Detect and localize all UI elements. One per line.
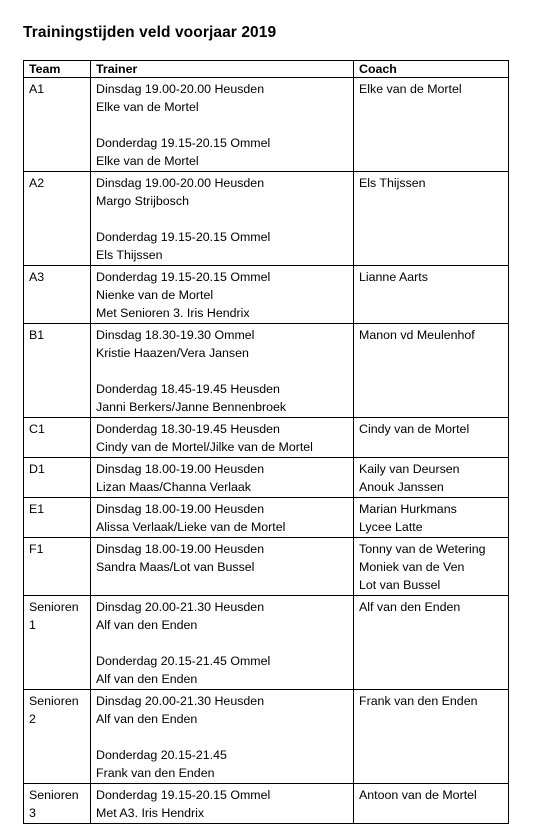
trainer-cell-line <box>96 634 349 652</box>
table-row <box>24 324 509 418</box>
table-row <box>24 418 509 458</box>
trainer-cell-line: Donderdag 19.15-20.15 Ommel <box>96 136 271 150</box>
header-trainer: Trainer <box>91 61 354 78</box>
trainer-cell-line <box>96 728 349 746</box>
trainer-cell-line: Dinsdag 18.00-19.00 Heusden <box>96 502 265 516</box>
trainer-cell <box>91 458 354 498</box>
coach-cell-line: Kaily van Deursen <box>359 462 460 476</box>
team-cell-line: Senioren <box>29 788 79 802</box>
coach-cell <box>354 324 509 418</box>
trainer-cell <box>91 538 354 596</box>
table-header-row <box>24 61 509 78</box>
table-row <box>24 266 509 324</box>
trainer-cell <box>91 266 354 324</box>
team-cell-line: E1 <box>29 502 45 516</box>
team-cell-line: 3 <box>29 806 36 820</box>
trainer-cell-line: Donderdag 20.15-21.45 <box>96 748 227 762</box>
trainer-cell-line: Janni Berkers/Janne Bennenbroek <box>96 400 287 414</box>
trainer-cell-line: Donderdag 19.15-20.15 Ommel <box>96 270 271 284</box>
coach-cell <box>354 538 509 596</box>
page-title: Trainingstijden veld voorjaar 2019 <box>23 24 277 41</box>
trainer-cell-line: Met A3. Iris Hendrix <box>96 806 205 820</box>
trainer-cell-line: Dinsdag 18.00-19.00 Heusden <box>96 462 265 476</box>
team-cell-line: 1 <box>29 618 36 632</box>
team-cell <box>24 172 91 266</box>
trainer-cell-line: Margo Strijbosch <box>96 194 189 208</box>
coach-cell-line: Marian Hurkmans <box>359 502 457 516</box>
table-row <box>24 784 509 824</box>
trainer-cell-line: Els Thijssen <box>96 248 163 262</box>
coach-cell-line: Els Thijssen <box>359 176 426 190</box>
trainer-cell-line: Elke van de Mortel <box>96 154 199 168</box>
table-row <box>24 78 509 172</box>
coach-cell-line: Lianne Aarts <box>359 270 428 284</box>
trainer-cell-line <box>96 116 349 134</box>
trainer-cell-line: Dinsdag 20.00-21.30 Heusden <box>96 694 265 708</box>
trainer-cell-line: Met Senioren 3. Iris Hendrix <box>96 306 250 320</box>
team-cell <box>24 266 91 324</box>
team-cell <box>24 418 91 458</box>
trainer-cell-line: Alf van den Enden <box>96 672 198 686</box>
trainer-cell <box>91 78 354 172</box>
trainer-cell-line: Dinsdag 19.00-20.00 Heusden <box>96 82 265 96</box>
team-cell-line: Senioren <box>29 694 79 708</box>
trainer-cell-line: Frank van den Enden <box>96 766 215 780</box>
coach-cell <box>354 418 509 458</box>
table-row <box>24 458 509 498</box>
team-cell <box>24 498 91 538</box>
table-row <box>24 498 509 538</box>
table-row <box>24 690 509 784</box>
coach-cell <box>354 458 509 498</box>
team-cell <box>24 458 91 498</box>
team-cell-line: A1 <box>29 82 45 96</box>
coach-cell-line: Lot van Bussel <box>359 578 441 592</box>
trainer-cell-line: Donderdag 18.30-19.45 Heusden <box>96 422 280 436</box>
trainer-cell-line: Dinsdag 20.00-21.30 Heusden <box>96 600 265 614</box>
coach-cell <box>354 596 509 690</box>
coach-cell-line: Cindy van de Mortel <box>359 422 470 436</box>
trainer-cell-line: Donderdag 19.15-20.15 Ommel <box>96 788 271 802</box>
trainer-cell <box>91 418 354 458</box>
team-cell-line: A2 <box>29 176 45 190</box>
table-row <box>24 538 509 596</box>
trainer-cell-line: Alissa Verlaak/Lieke van de Mortel <box>96 520 286 534</box>
trainer-cell-line: Nienke van de Mortel <box>96 288 214 302</box>
trainer-cell-line: Donderdag 18.45-19.45 Heusden <box>96 382 280 396</box>
coach-cell <box>354 690 509 784</box>
team-cell <box>24 78 91 172</box>
trainer-cell <box>91 690 354 784</box>
trainer-cell-line: Kristie Haazen/Vera Jansen <box>96 346 249 360</box>
team-cell-line: D1 <box>29 462 45 476</box>
coach-cell <box>354 266 509 324</box>
coach-cell-line: Frank van den Enden <box>359 694 478 708</box>
trainer-cell-line <box>96 362 349 380</box>
team-cell <box>24 690 91 784</box>
trainer-cell <box>91 498 354 538</box>
coach-cell <box>354 78 509 172</box>
trainer-cell <box>91 172 354 266</box>
table-row <box>24 172 509 266</box>
coach-cell-line: Moniek van de Ven <box>359 560 465 574</box>
team-cell-line: Senioren <box>29 600 79 614</box>
coach-cell <box>354 784 509 824</box>
table-row <box>24 596 509 690</box>
trainer-cell-line <box>96 210 349 228</box>
training-schedule-table <box>23 60 509 824</box>
trainer-cell <box>91 784 354 824</box>
trainer-cell-line: Dinsdag 18.00-19.00 Heusden <box>96 542 265 556</box>
coach-cell-line: Tonny van de Wetering <box>359 542 486 556</box>
trainer-cell-line: Donderdag 19.15-20.15 Ommel <box>96 230 271 244</box>
trainer-cell-line: Lizan Maas/Channa Verlaak <box>96 480 251 494</box>
coach-cell <box>354 498 509 538</box>
trainer-cell-line: Alf van den Enden <box>96 618 198 632</box>
team-cell-line: C1 <box>29 422 45 436</box>
coach-cell-line: Lycee Latte <box>359 520 423 534</box>
team-cell <box>24 596 91 690</box>
trainer-cell-line: Elke van de Mortel <box>96 100 199 114</box>
table-body <box>24 78 509 824</box>
coach-cell <box>354 172 509 266</box>
team-cell <box>24 784 91 824</box>
coach-cell-line: Anouk Janssen <box>359 480 444 494</box>
team-cell-line: F1 <box>29 542 44 556</box>
trainer-cell-line: Sandra Maas/Lot van Bussel <box>96 560 255 574</box>
trainer-cell <box>91 596 354 690</box>
coach-cell-line: Antoon van de Mortel <box>359 788 477 802</box>
header-coach: Coach <box>354 61 509 78</box>
coach-cell-line: Elke van de Mortel <box>359 82 462 96</box>
header-team: Team <box>24 61 91 78</box>
coach-cell-line: Alf van den Enden <box>359 600 461 614</box>
trainer-cell-line: Donderdag 20.15-21.45 Ommel <box>96 654 271 668</box>
trainer-cell-line: Alf van den Enden <box>96 712 198 726</box>
trainer-cell-line: Cindy van de Mortel/Jilke van de Mortel <box>96 440 313 454</box>
team-cell-line: A3 <box>29 270 45 284</box>
trainer-cell <box>91 324 354 418</box>
trainer-cell-line: Dinsdag 19.00-20.00 Heusden <box>96 176 265 190</box>
team-cell <box>24 324 91 418</box>
team-cell-line: 2 <box>29 712 36 726</box>
team-cell-line: B1 <box>29 328 45 342</box>
trainer-cell-line: Dinsdag 18.30-19.30 Ommel <box>96 328 255 342</box>
coach-cell-line: Manon vd Meulenhof <box>359 328 475 342</box>
team-cell <box>24 538 91 596</box>
